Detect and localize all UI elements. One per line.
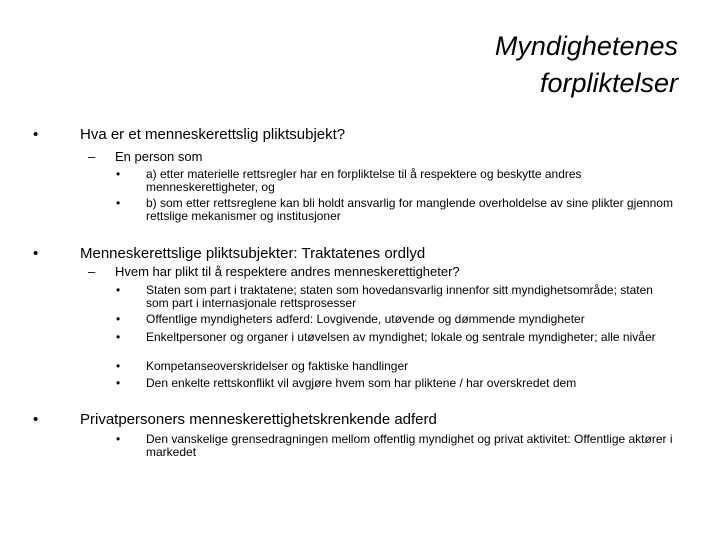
bullet-text: Hva er et menneskerettslig pliktsubjekt? xyxy=(80,126,346,143)
bullet-marker: • xyxy=(116,312,121,326)
title-line-1: Myndighetenes xyxy=(494,31,678,61)
bullet-marker: • xyxy=(116,359,121,373)
sub-bullet-text: En person som xyxy=(115,149,203,164)
list-item-text: a) etter materielle rettsregler har en forpliktelse til å respektere og beskytte andres menneskerettigheter, og xyxy=(146,167,582,194)
bullet-marker: • xyxy=(116,376,121,390)
sub-bullet-text: Hvem har plikt til å respektere andres menneskerettigheter? xyxy=(115,264,460,279)
list-item-text: Enkeltpersoner og organer i utøvelsen av myndighet; lokale og sentrale myndigheter; alle nivåer xyxy=(146,330,656,344)
bullet-marker: • xyxy=(33,126,39,143)
bullet-text: Privatpersoners menneskerettighetskrenkende adferd xyxy=(80,411,437,428)
dash-marker: – xyxy=(88,149,96,164)
bullet-marker: • xyxy=(116,432,121,446)
list-item-text: Den enkelte rettskonflikt vil avgjøre hvem som har pliktene / har overskredet dem xyxy=(146,376,577,390)
slide-title xyxy=(278,28,678,102)
list-item-text: Den vanskelige grensedragningen mellom offentlig myndighet og privat aktivitet: Offentlige aktører i markedet xyxy=(146,432,673,459)
title-line-2: forpliktelser xyxy=(539,68,678,98)
bullet-marker: • xyxy=(33,411,39,428)
list-item-text: Offentlige myndigheters adferd: Lovgivende, utøvende og dømmende myndigheter xyxy=(146,312,585,326)
dash-marker: – xyxy=(88,264,96,279)
bullet-marker: • xyxy=(33,245,39,262)
bullet-marker: • xyxy=(116,283,121,297)
bullet-marker: • xyxy=(116,196,121,210)
bullet-text: Menneskerettslige pliktsubjekter: Traktatenes ordlyd xyxy=(80,245,426,262)
list-item-text: Kompetanseoverskridelser og faktiske handlinger xyxy=(146,359,409,373)
list-item-text: Staten som part i traktatene; staten som hovedansvarlig innenfor sitt myndighetsområde; staten som part i internasjonale rettsprosesser xyxy=(146,283,653,310)
bullet-marker: • xyxy=(116,167,121,181)
list-item-text: b) som etter rettsreglene kan bli holdt ansvarlig for manglende overholdelse av sine plikter gjennom rettslige mekanismer og institusjoner xyxy=(146,196,673,223)
bullet-marker: • xyxy=(116,330,121,344)
